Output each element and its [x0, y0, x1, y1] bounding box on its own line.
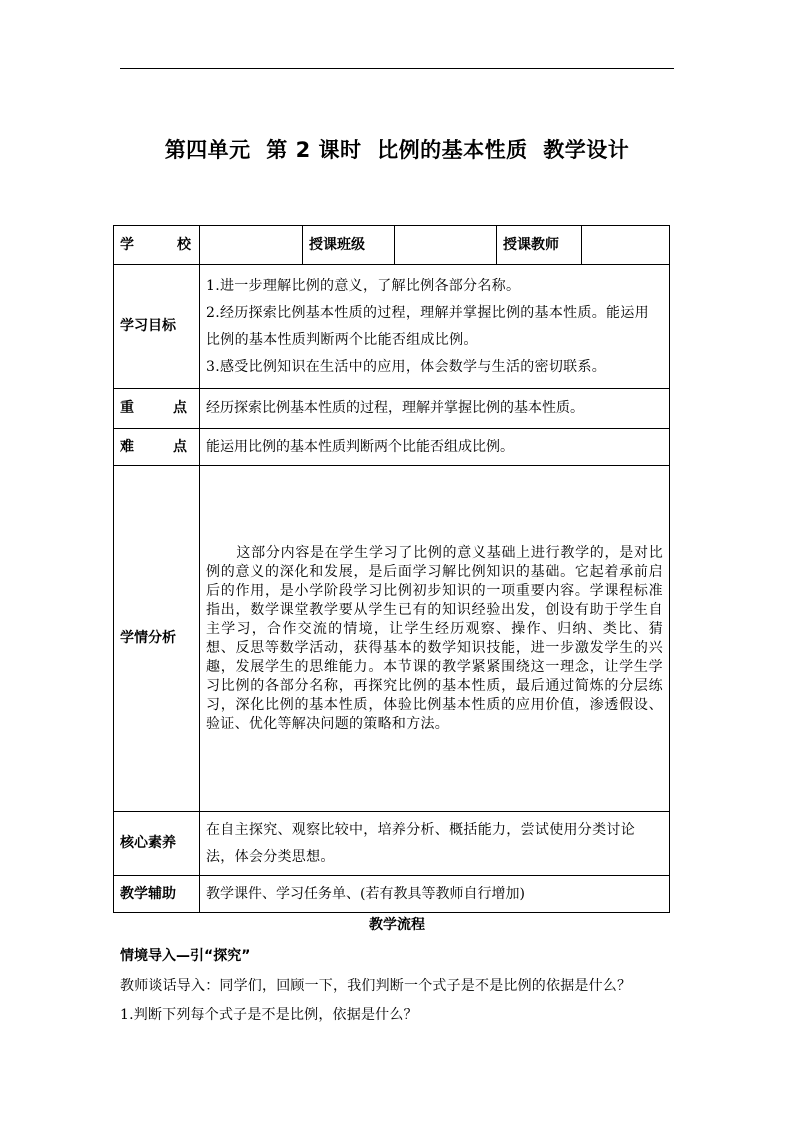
- header-rule: [120, 68, 674, 69]
- body-paragraph: 1.判断下列每个式子是不是比例，依据是什么？: [120, 1007, 418, 1023]
- core-label: 核心素养: [114, 812, 200, 876]
- objective-item: 2.经历探索比例基本性质的过程，理解并掌握比例的基本性质。能运用比例的基本性质判断两个比能否组成比例。: [206, 304, 649, 348]
- table-row: [114, 876, 670, 913]
- class-label: 授课班级: [303, 226, 395, 265]
- objective-item: 1.进一步理解比例的意义，了解比例各部分名称。: [206, 277, 521, 294]
- aids-label: 教学辅助: [114, 876, 200, 913]
- teacher-label: 授课教师: [497, 226, 582, 265]
- key-label-char-2: 点: [173, 400, 187, 416]
- table-row: [114, 429, 670, 466]
- difficulty-label-char-2: 点: [173, 438, 187, 455]
- school-label-char-1: 学: [120, 236, 134, 253]
- difficulty-label-char-1: 难: [120, 438, 134, 455]
- difficulty-label: [114, 429, 200, 466]
- key-label-char-1: 重: [120, 400, 134, 416]
- core-value: [200, 812, 670, 876]
- analysis-label: 学情分析: [114, 466, 200, 812]
- teacher-value: [582, 226, 670, 265]
- table-row: [114, 466, 670, 812]
- body-paragraph: 教师谈话导入：同学们，回顾一下，我们判断一个式子是不是比例的依据是什么？: [120, 978, 632, 994]
- school-label: [114, 226, 200, 265]
- difficulty-value: 能运用比例的基本性质判断两个比能否组成比例。: [200, 429, 670, 466]
- key-value: 经历探索比例基本性质的过程，理解并掌握比例的基本性质。: [200, 389, 670, 429]
- school-label-char-2: 校: [177, 236, 191, 253]
- class-value: [395, 226, 497, 265]
- key-label: [114, 389, 200, 429]
- flow-heading: 教学流程: [369, 917, 425, 933]
- table-row: [114, 812, 670, 876]
- lesson-plan-table: [113, 225, 670, 913]
- analysis-cell: [200, 466, 670, 812]
- objective-item: 3.感受比例知识在生活中的应用，体会数学与生活的密切联系。: [206, 358, 607, 375]
- page-title: 第四单元 第 2 课时 比例的基本性质 教学设计: [164, 138, 630, 162]
- core-text: 在自主探究、观察比较中，培养分析、概括能力，尝试使用分类讨论法，体会分类思想。: [206, 821, 635, 865]
- table-row: [114, 389, 670, 429]
- section-heading: 情境导入—引“探究”: [120, 948, 251, 964]
- analysis-text: 这部分内容是在学生学习了比例的意义基础上进行教学的，是对比例的意义的深化和发展，是后面学习解比例知识的基础。它起着承前启后的作用，是小学阶段学习比例初步知识的一项重要内容。学课程标准指出，数学课堂教学要从学生已有的知识经验出发，创设有助于学生自主学习，合作交流的情境，让学生经历观察、操作、归纳、类比、猜想、反思等数学活动，获得基本的数学知识技能，进一步激发学生的兴趣，发展学生的思维能力。本节课的教学紧紧围绕这一理念，让学生学习比例的各部分名称，再探究比例的基本性质，最后通过简炼的分层练习，深化比例的基本性质，体验比例基本性质的应用价值，渗透假设、验证、优化等解决问题的策略和方法。: [206, 544, 663, 732]
- table-row: [114, 265, 670, 389]
- objectives-cell: [200, 265, 670, 389]
- table-row: [114, 226, 670, 265]
- aids-value: 教学课件、学习任务单、(若有教具等教师自行增加): [200, 876, 670, 913]
- objectives-label: 学习目标: [114, 265, 200, 389]
- school-value: [200, 226, 303, 265]
